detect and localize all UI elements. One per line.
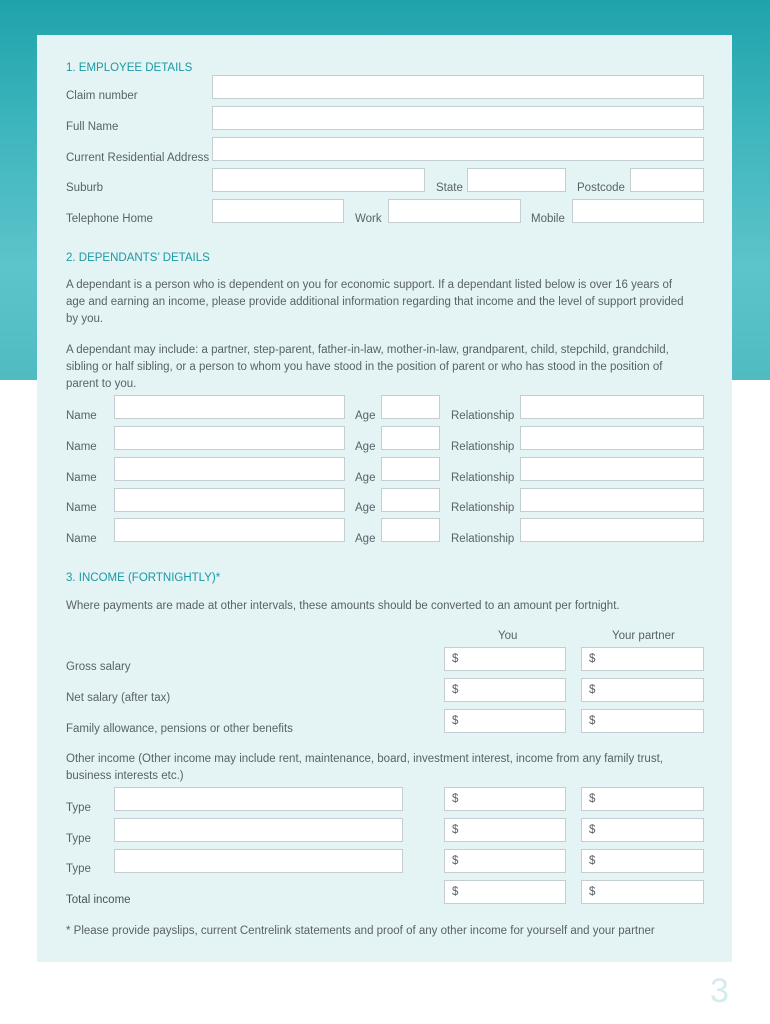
- full-name-label: Full Name: [66, 121, 119, 133]
- type-you-field[interactable]: $: [444, 818, 566, 842]
- dependant-name-label: Name: [66, 502, 97, 514]
- claim-number-label: Claim number: [66, 90, 138, 102]
- type-partner-field[interactable]: $: [581, 849, 704, 873]
- type-field[interactable]: [114, 818, 403, 842]
- family-allowance-you-field[interactable]: $: [444, 709, 566, 733]
- address-label: Current Residential Address: [66, 152, 210, 164]
- column-partner-header: Your partner: [612, 630, 675, 642]
- gross-salary-partner-field[interactable]: $: [581, 647, 704, 671]
- other-income-text: Other income (Other income may include rent, maintenance, board, investment interest, income from any family trust, business interests etc.): [66, 753, 663, 782]
- page-number: 3: [710, 972, 729, 1010]
- type-field[interactable]: [114, 849, 403, 873]
- dependant-age-label: Age: [355, 502, 376, 514]
- column-you-header: You: [498, 630, 518, 642]
- type-you-field[interactable]: $: [444, 787, 566, 811]
- family-allowance-label: Family allowance, pensions or other benefits: [66, 723, 293, 735]
- dependant-relationship-field[interactable]: [520, 488, 704, 512]
- telephone-home-label: Telephone Home: [66, 213, 153, 225]
- dependant-age-field[interactable]: [381, 518, 440, 542]
- family-allowance-partner-field[interactable]: $: [581, 709, 704, 733]
- work-phone-field[interactable]: [388, 199, 521, 223]
- postcode-label: Postcode: [577, 182, 625, 194]
- suburb-label: Suburb: [66, 182, 104, 194]
- address-field[interactable]: [212, 137, 704, 161]
- dependant-name-field[interactable]: [114, 395, 345, 419]
- total-income-you-field[interactable]: $: [444, 880, 566, 904]
- dependant-age-field[interactable]: [381, 457, 440, 481]
- gross-salary-you-field[interactable]: $: [444, 647, 566, 671]
- state-label: State: [436, 182, 463, 194]
- work-label: Work: [355, 213, 382, 225]
- net-salary-you-field[interactable]: $: [444, 678, 566, 702]
- dependant-name-label: Name: [66, 441, 97, 453]
- state-field[interactable]: [467, 168, 566, 192]
- postcode-field[interactable]: [630, 168, 704, 192]
- dependant-age-field[interactable]: [381, 426, 440, 450]
- dependant-name-field[interactable]: [114, 488, 345, 512]
- dependant-age-label: Age: [355, 533, 376, 545]
- dependant-name-label: Name: [66, 533, 97, 545]
- total-income-partner-field[interactable]: $: [581, 880, 704, 904]
- employee-details-heading: 1. EMPLOYEE DETAILS: [66, 62, 193, 74]
- dependant-age-label: Age: [355, 441, 376, 453]
- type-you-field[interactable]: $: [444, 849, 566, 873]
- type-field[interactable]: [114, 787, 403, 811]
- dependant-name-field[interactable]: [114, 518, 345, 542]
- dependant-name-label: Name: [66, 472, 97, 484]
- mobile-field[interactable]: [572, 199, 704, 223]
- dependant-relationship-field[interactable]: [520, 518, 704, 542]
- income-footnote: * Please provide payslips, current Centrelink statements and proof of any other income for yourself and your partner: [66, 925, 655, 937]
- net-salary-partner-field[interactable]: $: [581, 678, 704, 702]
- type-label: Type: [66, 833, 91, 845]
- dependants-paragraph-1: A dependant is a person who is dependent on you for economic support. If a dependant listed below is over 16 years of age and earning an income, please provide additional information regarding that income and the level of support provided by you.: [66, 279, 684, 325]
- net-salary-label: Net salary (after tax): [66, 692, 171, 704]
- gross-salary-label: Gross salary: [66, 661, 131, 673]
- dependant-relationship-label: Relationship: [451, 410, 515, 422]
- dependant-name-field[interactable]: [114, 457, 345, 481]
- dependant-relationship-label: Relationship: [451, 502, 515, 514]
- mobile-label: Mobile: [531, 213, 565, 225]
- suburb-field[interactable]: [212, 168, 425, 192]
- dependant-name-label: Name: [66, 410, 97, 422]
- dependant-name-field[interactable]: [114, 426, 345, 450]
- type-label: Type: [66, 802, 91, 814]
- income-heading: 3. INCOME (FORTNIGHTLY)*: [66, 572, 221, 584]
- type-label: Type: [66, 863, 91, 875]
- dependant-relationship-field[interactable]: [520, 395, 704, 419]
- dependant-relationship-label: Relationship: [451, 533, 515, 545]
- dependant-relationship-label: Relationship: [451, 441, 515, 453]
- income-intro: Where payments are made at other intervals, these amounts should be converted to an amount per fortnight.: [66, 600, 620, 612]
- full-name-field[interactable]: [212, 106, 704, 130]
- dependant-age-field[interactable]: [381, 395, 440, 419]
- dependant-relationship-field[interactable]: [520, 457, 704, 481]
- dependant-age-field[interactable]: [381, 488, 440, 512]
- dependant-relationship-label: Relationship: [451, 472, 515, 484]
- type-partner-field[interactable]: $: [581, 787, 704, 811]
- dependant-age-label: Age: [355, 472, 376, 484]
- total-income-label: Total income: [66, 894, 131, 906]
- claim-number-field[interactable]: [212, 75, 704, 99]
- dependants-heading: 2. DEPENDANTS’ DETAILS: [66, 252, 210, 264]
- telephone-home-field[interactable]: [212, 199, 344, 223]
- dependants-paragraph-2: A dependant may include: a partner, step-parent, father-in-law, mother-in-law, grandparent, child, stepchild, grandchild, sibling or half sibling, or a person to whom you have stood in the position of parent or who has stood in the position of parent to you.: [66, 344, 669, 390]
- dependant-relationship-field[interactable]: [520, 426, 704, 450]
- type-partner-field[interactable]: $: [581, 818, 704, 842]
- dependant-age-label: Age: [355, 410, 376, 422]
